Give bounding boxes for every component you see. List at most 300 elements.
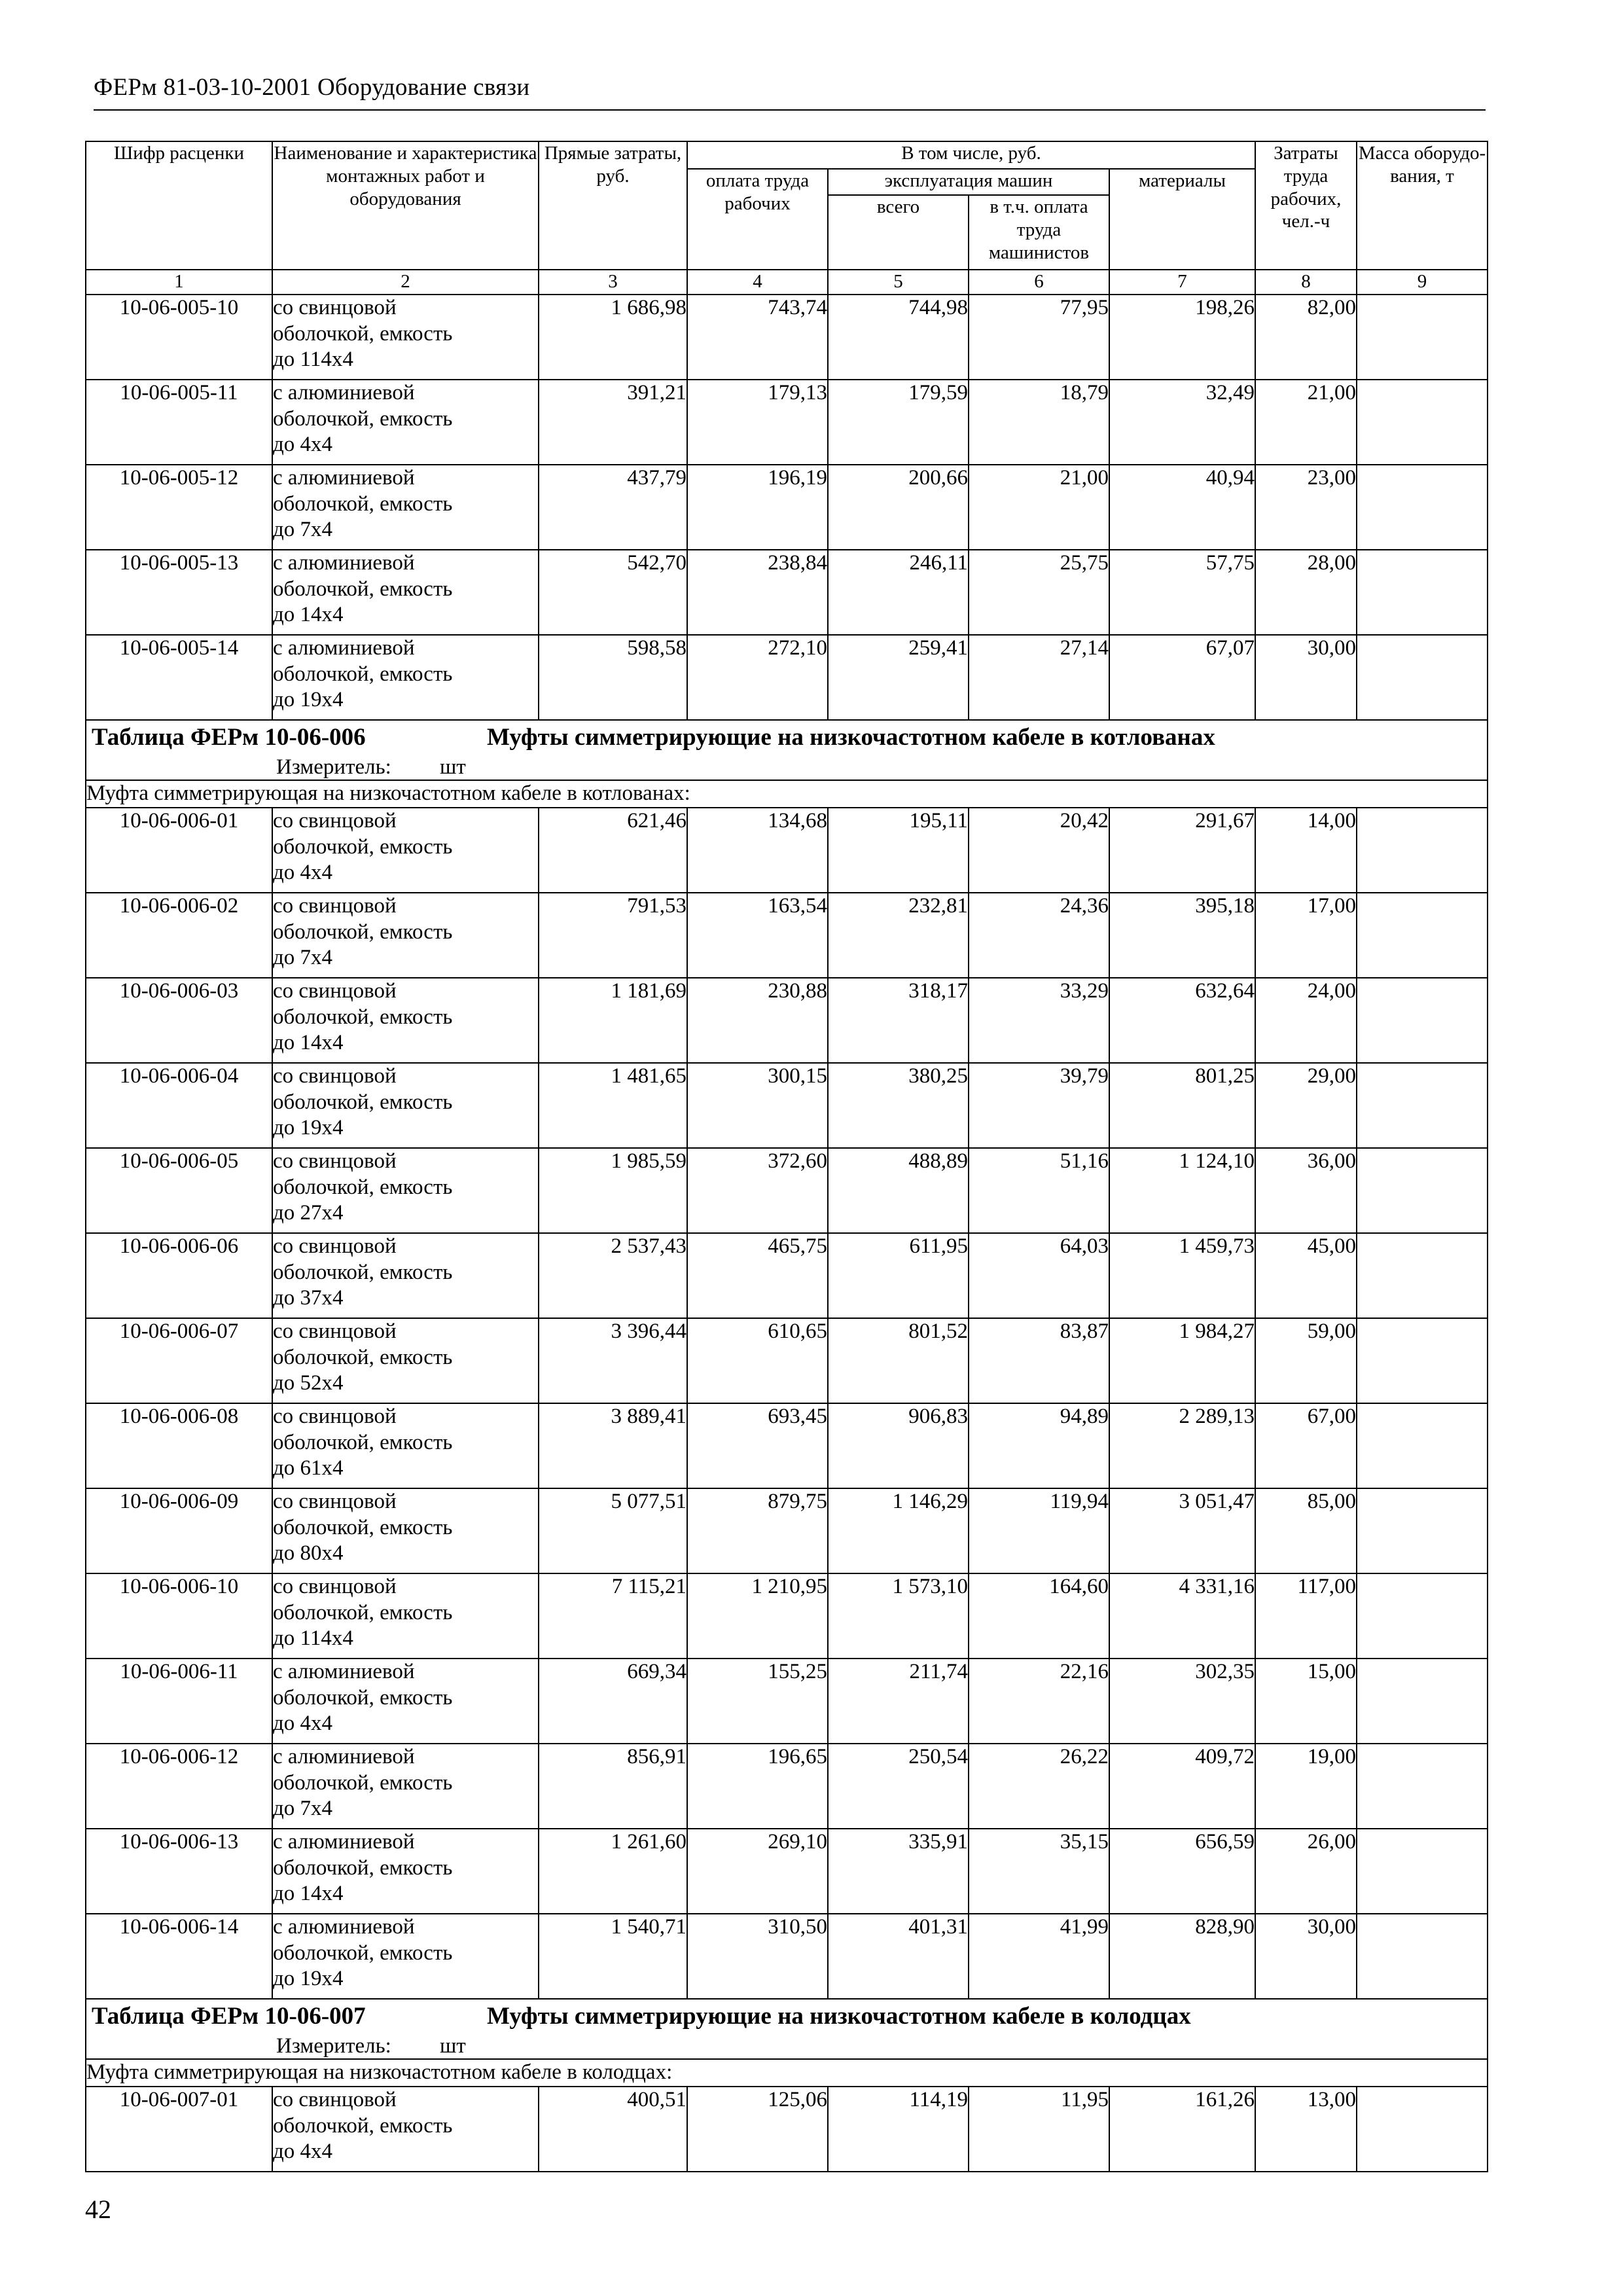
description-line: оболочкой, емкость xyxy=(273,2113,453,2138)
description-line: до 4х4 xyxy=(273,433,333,457)
direct-cost: 1 686,98 xyxy=(539,295,687,380)
materials-cost: 302,35 xyxy=(1109,1659,1255,1744)
work-description xyxy=(272,1914,539,1999)
labor-pay: 693,45 xyxy=(687,1403,828,1488)
table-row xyxy=(86,1829,1488,1914)
rate-code: 10-06-006-05 xyxy=(86,1148,272,1233)
equipment-mass xyxy=(1357,380,1488,465)
labor-hours: 15,00 xyxy=(1255,1659,1357,1744)
description-line: с алюминиевой xyxy=(273,1745,415,1768)
section-measure xyxy=(86,2034,1487,2058)
column-number: 8 xyxy=(1255,270,1357,295)
rate-code: 10-06-006-11 xyxy=(86,1659,272,1744)
work-description xyxy=(272,1063,539,1148)
direct-cost: 1 261,60 xyxy=(539,1829,687,1914)
labor-hours: 36,00 xyxy=(1255,1148,1357,1233)
section-heading xyxy=(86,2000,1487,2034)
labor-pay: 269,10 xyxy=(687,1829,828,1914)
labor-hours: 14,00 xyxy=(1255,808,1357,893)
direct-cost: 1 985,59 xyxy=(539,1148,687,1233)
direct-cost: 621,46 xyxy=(539,808,687,893)
table-row xyxy=(86,978,1488,1063)
description-line: до 19х4 xyxy=(273,688,344,712)
materials-cost: 1 984,27 xyxy=(1109,1318,1255,1403)
col-header-direct: Прямые затраты, руб. xyxy=(539,141,687,270)
work-description xyxy=(272,295,539,380)
description-line: до 14х4 xyxy=(273,1031,344,1055)
machinist-pay: 25,75 xyxy=(969,550,1109,635)
materials-cost: 161,26 xyxy=(1109,2087,1255,2172)
materials-cost: 67,07 xyxy=(1109,635,1255,720)
labor-pay: 196,19 xyxy=(687,465,828,550)
machinist-pay: 20,42 xyxy=(969,808,1109,893)
description-line: оболочкой, емкость xyxy=(273,321,453,346)
description-line: оболочкой, емкость xyxy=(273,1005,453,1029)
equipment-mass xyxy=(1357,1659,1488,1744)
description-line: со свинцовой xyxy=(273,979,397,1003)
labor-pay: 230,88 xyxy=(687,978,828,1063)
labor-hours: 23,00 xyxy=(1255,465,1357,550)
section-heading xyxy=(86,721,1487,755)
labor-hours: 67,00 xyxy=(1255,1403,1357,1488)
labor-pay: 465,75 xyxy=(687,1233,828,1318)
work-description xyxy=(272,465,539,550)
labor-pay: 272,10 xyxy=(687,635,828,720)
rate-code: 10-06-005-10 xyxy=(86,295,272,380)
direct-cost: 791,53 xyxy=(539,893,687,978)
work-description xyxy=(272,808,539,893)
labor-pay: 743,74 xyxy=(687,295,828,380)
materials-cost: 632,64 xyxy=(1109,978,1255,1063)
equipment-mass xyxy=(1357,1744,1488,1829)
description-line: до 80х4 xyxy=(273,1541,344,1566)
direct-cost: 1 540,71 xyxy=(539,1914,687,1999)
table-row xyxy=(86,1914,1488,1999)
description-line: оболочкой, емкость xyxy=(273,577,453,601)
machines-total: 246,11 xyxy=(828,550,969,635)
machines-total: 200,66 xyxy=(828,465,969,550)
description-line: до 19х4 xyxy=(273,1967,344,1991)
machinist-pay: 26,22 xyxy=(969,1744,1109,1829)
machines-total: 744,98 xyxy=(828,295,969,380)
rate-code: 10-06-006-04 xyxy=(86,1063,272,1148)
labor-pay: 155,25 xyxy=(687,1659,828,1744)
machines-total: 1 146,29 xyxy=(828,1488,969,1573)
materials-cost: 2 289,13 xyxy=(1109,1403,1255,1488)
rate-code: 10-06-006-09 xyxy=(86,1488,272,1573)
section-title-row xyxy=(86,720,1488,780)
materials-cost: 1 459,73 xyxy=(1109,1233,1255,1318)
description-line: до 14х4 xyxy=(273,603,344,627)
section-measure xyxy=(86,755,1487,780)
materials-cost: 57,75 xyxy=(1109,550,1255,635)
description-line: оболочкой, емкость xyxy=(273,1260,453,1284)
rate-code: 10-06-006-13 xyxy=(86,1829,272,1914)
machinist-pay: 21,00 xyxy=(969,465,1109,550)
table-row xyxy=(86,635,1488,720)
rate-code: 10-06-005-11 xyxy=(86,380,272,465)
direct-cost: 3 889,41 xyxy=(539,1403,687,1488)
column-number-row xyxy=(86,270,1488,295)
labor-pay: 310,50 xyxy=(687,1914,828,1999)
labor-hours: 24,00 xyxy=(1255,978,1357,1063)
page-number: 42 xyxy=(85,2195,111,2224)
labor-pay: 125,06 xyxy=(687,2087,828,2172)
machinist-pay: 94,89 xyxy=(969,1403,1109,1488)
description-line: до 7х4 xyxy=(273,1797,333,1821)
equipment-mass xyxy=(1357,1829,1488,1914)
rate-code: 10-06-006-06 xyxy=(86,1233,272,1318)
direct-cost: 1 481,65 xyxy=(539,1063,687,1148)
description-line: со свинцовой xyxy=(273,296,397,319)
description-line: со свинцовой xyxy=(273,1405,397,1428)
description-line: до 4х4 xyxy=(273,2140,333,2164)
direct-cost: 7 115,21 xyxy=(539,1573,687,1659)
machines-total: 318,17 xyxy=(828,978,969,1063)
direct-cost: 669,34 xyxy=(539,1659,687,1744)
col-header-code: Шифр расценки xyxy=(86,141,272,270)
work-description xyxy=(272,1318,539,1403)
description-line: со свинцовой xyxy=(273,1149,397,1173)
section-table-label: Таблица ФЕРм 10-06-006 xyxy=(92,724,366,751)
rate-code: 10-06-005-14 xyxy=(86,635,272,720)
table-row xyxy=(86,295,1488,380)
section-group-row xyxy=(86,2059,1488,2087)
description-line: с алюминиевой xyxy=(273,636,415,660)
materials-cost: 4 331,16 xyxy=(1109,1573,1255,1659)
table-row xyxy=(86,1659,1488,1744)
description-line: со свинцовой xyxy=(273,1064,397,1088)
description-line: до 114х4 xyxy=(273,348,353,372)
section-caption: Муфты симметрирующие на низкочастотном кабеле в котлованах xyxy=(487,724,1215,751)
materials-cost: 656,59 xyxy=(1109,1829,1255,1914)
labor-pay: 238,84 xyxy=(687,550,828,635)
direct-cost: 391,21 xyxy=(539,380,687,465)
machinist-pay: 119,94 xyxy=(969,1488,1109,1573)
col-header-total: всего xyxy=(828,195,969,270)
section-group-label: Муфта симметрирующая на низкочастотном кабеле в котлованах: xyxy=(86,780,1488,808)
measure-value: шт xyxy=(440,2034,466,2058)
machinist-pay: 51,16 xyxy=(969,1148,1109,1233)
description-line: до 14х4 xyxy=(273,1882,344,1906)
table-row xyxy=(86,2087,1488,2172)
description-line: с алюминиевой xyxy=(273,551,415,575)
description-line: оболочкой, емкость xyxy=(273,1515,453,1539)
machinist-pay: 11,95 xyxy=(969,2087,1109,2172)
description-line: со свинцовой xyxy=(273,1234,397,1258)
description-line: оболочкой, емкость xyxy=(273,1430,453,1454)
equipment-mass xyxy=(1357,1233,1488,1318)
machines-total: 906,83 xyxy=(828,1403,969,1488)
machinist-pay: 77,95 xyxy=(969,295,1109,380)
labor-hours: 19,00 xyxy=(1255,1744,1357,1829)
description-line: оболочкой, емкость xyxy=(273,1856,453,1880)
column-number: 1 xyxy=(86,270,272,295)
equipment-mass xyxy=(1357,550,1488,635)
work-description xyxy=(272,2087,539,2172)
work-description xyxy=(272,635,539,720)
direct-cost: 542,70 xyxy=(539,550,687,635)
equipment-mass xyxy=(1357,808,1488,893)
machines-total: 1 573,10 xyxy=(828,1573,969,1659)
machines-total: 335,91 xyxy=(828,1829,969,1914)
description-line: со свинцовой xyxy=(273,809,397,833)
col-header-labor-hours: Затраты труда рабочих, чел.-ч xyxy=(1255,141,1357,270)
machines-total: 195,11 xyxy=(828,808,969,893)
col-header-incl: В том числе, руб. xyxy=(687,141,1255,169)
machinist-pay: 164,60 xyxy=(969,1573,1109,1659)
machines-total: 259,41 xyxy=(828,635,969,720)
description-line: с алюминиевой xyxy=(273,1660,415,1683)
equipment-mass xyxy=(1357,635,1488,720)
work-description xyxy=(272,978,539,1063)
col-header-machinist-pay: в т.ч. оплата труда машинистов xyxy=(969,195,1109,270)
labor-hours: 21,00 xyxy=(1255,380,1357,465)
direct-cost: 2 537,43 xyxy=(539,1233,687,1318)
description-line: до 114х4 xyxy=(273,1626,353,1651)
rate-code: 10-06-006-14 xyxy=(86,1914,272,1999)
work-description xyxy=(272,1573,539,1659)
table-row xyxy=(86,808,1488,893)
equipment-mass xyxy=(1357,1063,1488,1148)
direct-cost: 400,51 xyxy=(539,2087,687,2172)
description-line: до 7х4 xyxy=(273,518,333,542)
rate-code: 10-06-006-12 xyxy=(86,1744,272,1829)
work-description xyxy=(272,1659,539,1744)
table-row xyxy=(86,1233,1488,1318)
description-line: оболочкой, емкость xyxy=(273,1175,453,1199)
direct-cost: 3 396,44 xyxy=(539,1318,687,1403)
work-description xyxy=(272,1233,539,1318)
section-caption: Муфты симметрирующие на низкочастотном кабеле в колодцах xyxy=(487,2003,1191,2030)
rate-code: 10-06-005-12 xyxy=(86,465,272,550)
machines-total: 401,31 xyxy=(828,1914,969,1999)
table-row xyxy=(86,1488,1488,1573)
machinist-pay: 64,03 xyxy=(969,1233,1109,1318)
section-table-label: Таблица ФЕРм 10-06-007 xyxy=(92,2003,366,2030)
machinist-pay: 18,79 xyxy=(969,380,1109,465)
work-description xyxy=(272,893,539,978)
measure-label: Измеритель: xyxy=(276,2034,391,2058)
rate-code: 10-06-007-01 xyxy=(86,2087,272,2172)
work-description xyxy=(272,1744,539,1829)
equipment-mass xyxy=(1357,1148,1488,1233)
measure-label: Измеритель: xyxy=(276,755,391,779)
machines-total: 611,95 xyxy=(828,1233,969,1318)
description-line: со свинцовой xyxy=(273,2088,397,2111)
materials-cost: 291,67 xyxy=(1109,808,1255,893)
equipment-mass xyxy=(1357,2087,1488,2172)
direct-cost: 437,79 xyxy=(539,465,687,550)
description-line: с алюминиевой xyxy=(273,1915,415,1939)
description-line: до 61х4 xyxy=(273,1456,344,1480)
materials-cost: 3 051,47 xyxy=(1109,1488,1255,1573)
description-line: оболочкой, емкость xyxy=(273,1685,453,1710)
table-row xyxy=(86,1744,1488,1829)
equipment-mass xyxy=(1357,1318,1488,1403)
materials-cost: 1 124,10 xyxy=(1109,1148,1255,1233)
description-line: до 37х4 xyxy=(273,1286,344,1310)
rate-code: 10-06-006-08 xyxy=(86,1403,272,1488)
direct-cost: 598,58 xyxy=(539,635,687,720)
column-number: 2 xyxy=(272,270,539,295)
equipment-mass xyxy=(1357,893,1488,978)
description-line: до 19х4 xyxy=(273,1116,344,1140)
materials-cost: 198,26 xyxy=(1109,295,1255,380)
labor-hours: 29,00 xyxy=(1255,1063,1357,1148)
labor-hours: 17,00 xyxy=(1255,893,1357,978)
document-header-title: ФЕРм 81-03-10-2001 Оборудование связи xyxy=(94,74,530,101)
description-line: оболочкой, емкость xyxy=(273,1770,453,1795)
materials-cost: 395,18 xyxy=(1109,893,1255,978)
machines-total: 380,25 xyxy=(828,1063,969,1148)
description-line: со свинцовой xyxy=(273,1575,397,1598)
machinist-pay: 24,36 xyxy=(969,893,1109,978)
description-line: оболочкой, емкость xyxy=(273,1600,453,1624)
description-line: до 4х4 xyxy=(273,1712,333,1736)
description-line: со свинцовой xyxy=(273,1490,397,1513)
description-line: с алюминиевой xyxy=(273,1830,415,1854)
direct-cost: 1 181,69 xyxy=(539,978,687,1063)
section-title-cell xyxy=(86,1999,1488,2059)
machines-total: 250,54 xyxy=(828,1744,969,1829)
table-row xyxy=(86,550,1488,635)
description-line: до 52х4 xyxy=(273,1371,344,1395)
machines-total: 114,19 xyxy=(828,2087,969,2172)
column-number: 5 xyxy=(828,270,969,295)
labor-pay: 196,65 xyxy=(687,1744,828,1829)
description-line: оболочкой, емкость xyxy=(273,1345,453,1369)
column-number: 4 xyxy=(687,270,828,295)
column-number: 6 xyxy=(969,270,1109,295)
description-line: оболочкой, емкость xyxy=(273,834,453,859)
description-line: со свинцовой xyxy=(273,894,397,918)
labor-pay: 163,54 xyxy=(687,893,828,978)
measure-value: шт xyxy=(440,755,466,779)
column-number: 3 xyxy=(539,270,687,295)
machinist-pay: 35,15 xyxy=(969,1829,1109,1914)
labor-hours: 28,00 xyxy=(1255,550,1357,635)
labor-hours: 30,00 xyxy=(1255,1914,1357,1999)
table-row xyxy=(86,1148,1488,1233)
description-line: до 7х4 xyxy=(273,946,333,970)
machinist-pay: 22,16 xyxy=(969,1659,1109,1744)
materials-cost: 40,94 xyxy=(1109,465,1255,550)
price-table xyxy=(85,141,1488,2172)
labor-hours: 13,00 xyxy=(1255,2087,1357,2172)
labor-pay: 1 210,95 xyxy=(687,1573,828,1659)
rate-code: 10-06-006-02 xyxy=(86,893,272,978)
column-number: 9 xyxy=(1357,270,1488,295)
equipment-mass xyxy=(1357,295,1488,380)
materials-cost: 32,49 xyxy=(1109,380,1255,465)
header-rule xyxy=(94,109,1486,111)
section-title-cell xyxy=(86,720,1488,780)
materials-cost: 409,72 xyxy=(1109,1744,1255,1829)
description-line: до 27х4 xyxy=(273,1201,344,1225)
direct-cost: 856,91 xyxy=(539,1744,687,1829)
machinist-pay: 39,79 xyxy=(969,1063,1109,1148)
description-line: оболочкой, емкость xyxy=(273,406,453,431)
labor-pay: 879,75 xyxy=(687,1488,828,1573)
work-description xyxy=(272,1148,539,1233)
machines-total: 801,52 xyxy=(828,1318,969,1403)
table-row xyxy=(86,1318,1488,1403)
labor-hours: 26,00 xyxy=(1255,1829,1357,1914)
labor-pay: 300,15 xyxy=(687,1063,828,1148)
machines-total: 179,59 xyxy=(828,380,969,465)
section-group-label: Муфта симметрирующая на низкочастотном кабеле в колодцах: xyxy=(86,2059,1488,2087)
description-line: оболочкой, емкость xyxy=(273,920,453,944)
work-description xyxy=(272,550,539,635)
col-header-name: Наименование и характеристика монтажных работ и оборудования xyxy=(272,141,539,270)
table-row xyxy=(86,465,1488,550)
description-line: со свинцовой xyxy=(273,1319,397,1343)
machines-total: 211,74 xyxy=(828,1659,969,1744)
header-row-1 xyxy=(86,141,1488,169)
equipment-mass xyxy=(1357,978,1488,1063)
description-line: оболочкой, емкость xyxy=(273,1090,453,1114)
labor-hours: 117,00 xyxy=(1255,1573,1357,1659)
direct-cost: 5 077,51 xyxy=(539,1488,687,1573)
labor-pay: 134,68 xyxy=(687,808,828,893)
labor-pay: 610,65 xyxy=(687,1318,828,1403)
labor-pay: 372,60 xyxy=(687,1148,828,1233)
work-description xyxy=(272,1403,539,1488)
col-header-materials: материалы xyxy=(1109,169,1255,270)
col-header-labor-pay: оплата труда рабочих xyxy=(687,169,828,270)
equipment-mass xyxy=(1357,1488,1488,1573)
rate-code: 10-06-006-10 xyxy=(86,1573,272,1659)
col-header-mass: Масса оборудо-вания, т xyxy=(1357,141,1488,270)
table-row xyxy=(86,1403,1488,1488)
labor-hours: 30,00 xyxy=(1255,635,1357,720)
description-line: оболочкой, емкость xyxy=(273,492,453,516)
description-line: оболочкой, емкость xyxy=(273,662,453,686)
materials-cost: 801,25 xyxy=(1109,1063,1255,1148)
column-number: 7 xyxy=(1109,270,1255,295)
equipment-mass xyxy=(1357,1914,1488,1999)
labor-pay: 179,13 xyxy=(687,380,828,465)
machinist-pay: 33,29 xyxy=(969,978,1109,1063)
machines-total: 488,89 xyxy=(828,1148,969,1233)
machinist-pay: 83,87 xyxy=(969,1318,1109,1403)
description-line: оболочкой, емкость xyxy=(273,1941,453,1965)
description-line: до 4х4 xyxy=(273,861,333,885)
section-title-row xyxy=(86,1999,1488,2059)
machinist-pay: 27,14 xyxy=(969,635,1109,720)
labor-hours: 85,00 xyxy=(1255,1488,1357,1573)
machines-total: 232,81 xyxy=(828,893,969,978)
col-header-machines: эксплуатация машин xyxy=(828,169,1109,195)
rate-code: 10-06-006-03 xyxy=(86,978,272,1063)
table-row xyxy=(86,1063,1488,1148)
rate-code: 10-06-005-13 xyxy=(86,550,272,635)
equipment-mass xyxy=(1357,465,1488,550)
work-description xyxy=(272,1488,539,1573)
table-row xyxy=(86,380,1488,465)
labor-hours: 82,00 xyxy=(1255,295,1357,380)
equipment-mass xyxy=(1357,1403,1488,1488)
description-line: с алюминиевой xyxy=(273,381,415,404)
section-group-row xyxy=(86,780,1488,808)
machinist-pay: 41,99 xyxy=(969,1914,1109,1999)
labor-hours: 59,00 xyxy=(1255,1318,1357,1403)
work-description xyxy=(272,380,539,465)
rate-code: 10-06-006-01 xyxy=(86,808,272,893)
table-row xyxy=(86,1573,1488,1659)
materials-cost: 828,90 xyxy=(1109,1914,1255,1999)
